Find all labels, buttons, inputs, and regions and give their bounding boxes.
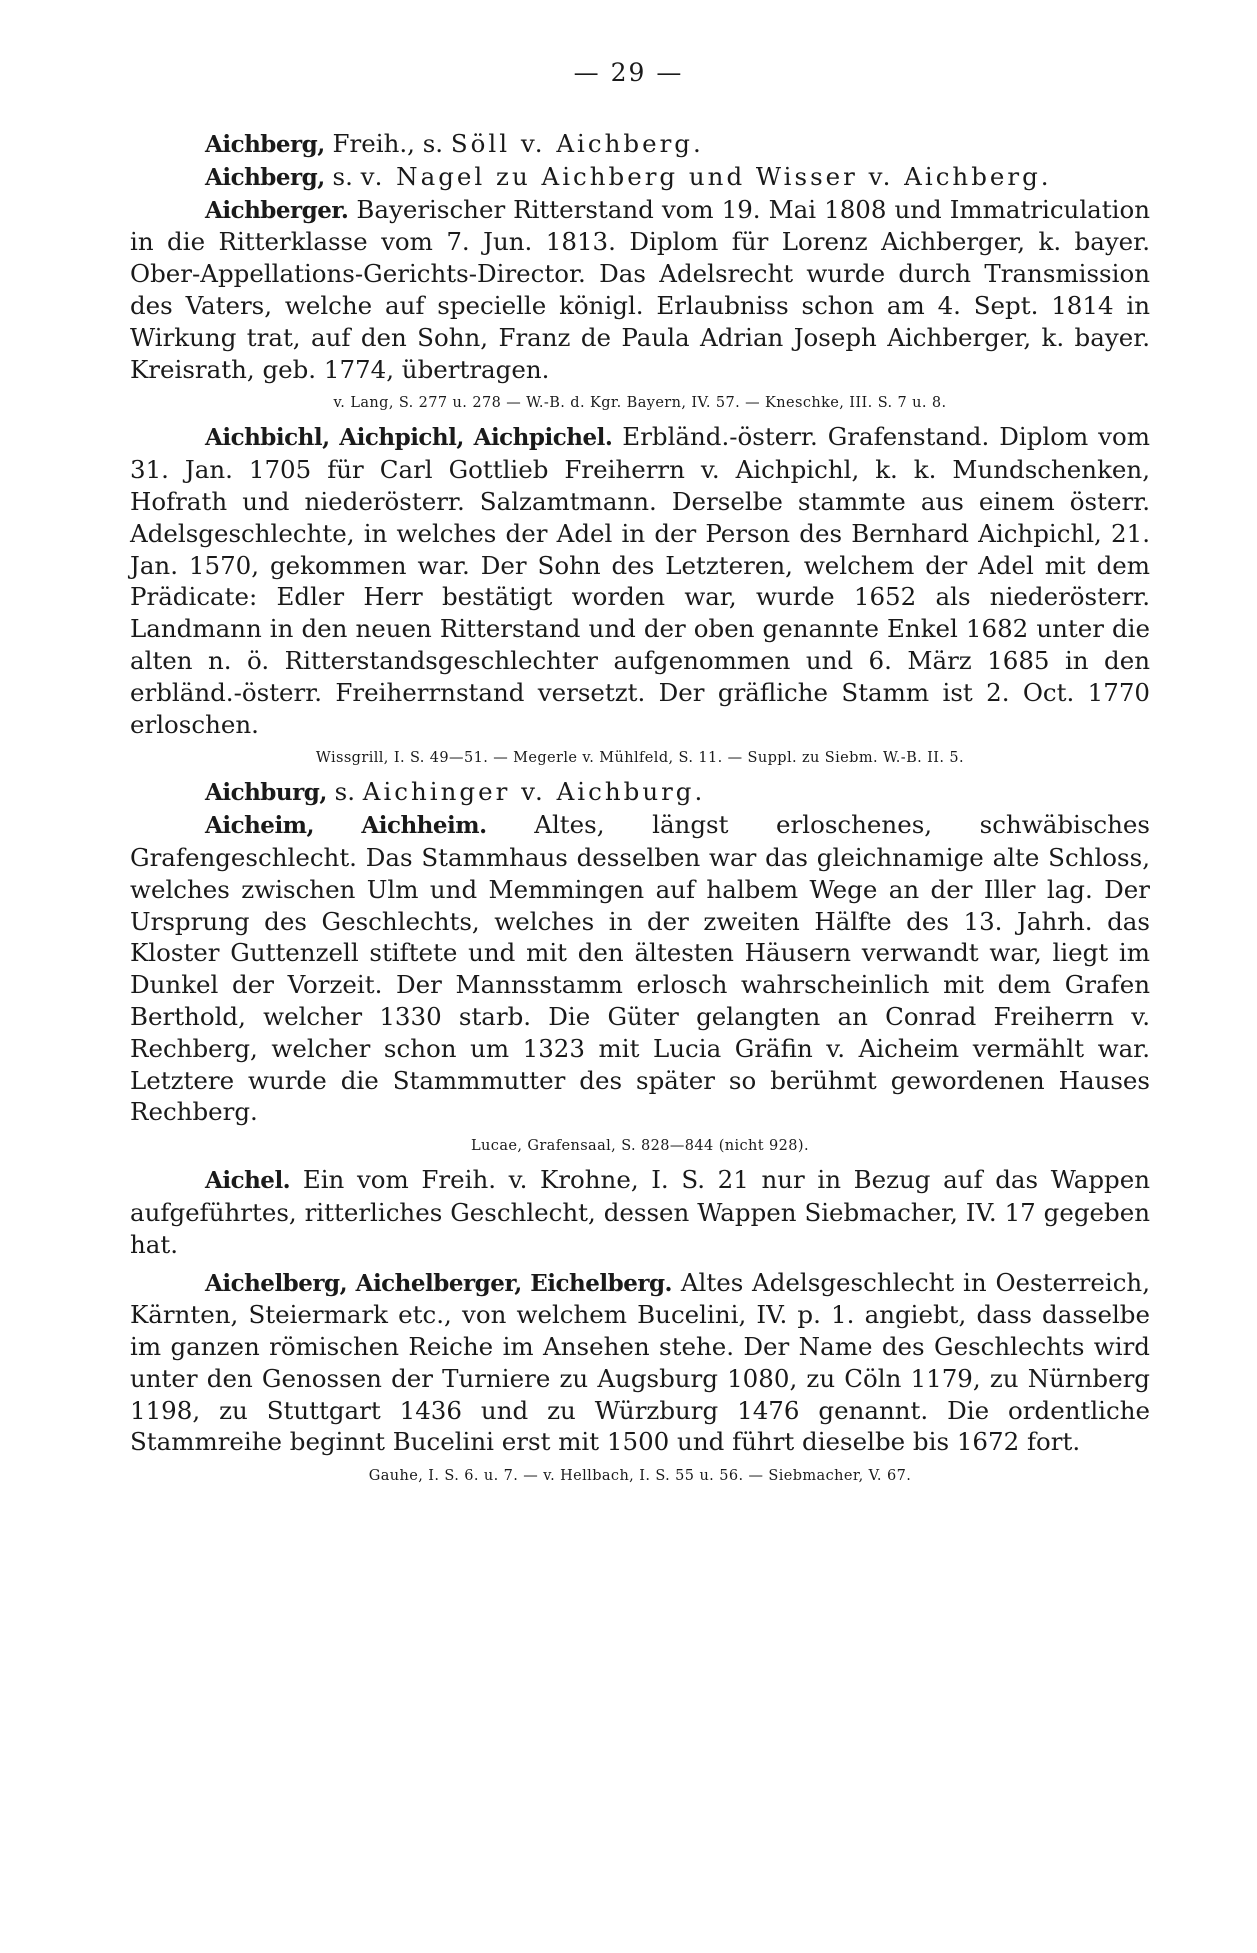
entry-text: Freih., s. <box>324 129 451 158</box>
entry-aichberger <box>130 194 1150 386</box>
entry-reference: Söll v. Aichberg. <box>450 129 704 158</box>
entry-aichel <box>130 1164 1150 1260</box>
entry-source: Gauhe, I. S. 6. u. 7. — v. Hellbach, I. S. 55 u. 56. — Siebmacher, V. 67. <box>368 1468 912 1485</box>
entry-text: Altes, längst erloschenes, schwäbisches Grafengeschlecht. Das Stammhaus desselben war das gleichnamige alte Schloss, welches zwischen Ulm und Memmingen auf halbem Wege an der Iller lag. Der Ursprung des Geschlechts, welches in der zweiten Hälfte des 13. Jahrh. das Kloster Guttenzell stiftete und mit den ältesten Häusern verwandt war, liegt im Dunkel der Vorzeit. Der Mannsstamm erlosch wahrscheinlich mit dem Grafen Berthold, welcher 1330 starb. Die Güter gelangten an Conrad Freiherrn v. Rechberg, welcher schon um 1323 mit Lucia Gräfin v. Aicheim vermählt war. Letztere wurde die Stammmutter des später so berühmt gewordenen Hauses Rechberg. <box>130 810 1150 1127</box>
entry-headword: Aichbichl, Aichpichl, Aichpichel. <box>205 424 613 452</box>
entry-aichelberg <box>130 1267 1150 1459</box>
entry-headword: Aichberger. <box>205 196 349 224</box>
entry-text: Altes Adelsgeschlecht in Oesterreich, Kärnten, Steiermark etc., von welchem Bucelini, IV. p. 1. angiebt, dass dasselbe im ganzen römischen Reiche im Ansehen stehe. Der Name des Geschlechts wird unter den Genossen der Turniere zu Augsburg 1080, zu Cöln 1179, zu Nürnberg 1198, zu Stuttgart 1436 und zu Würzburg 1476 genannt. Die ordentliche Stammreihe beginnt Bucelini erst mit 1500 und führt dieselbe bis 1672 fort. <box>130 1267 1150 1457</box>
entry-text: Ein vom Freih. v. Krohne, I. S. 21 nur in Bezug auf das Wappen aufgeführtes, ritterliches Geschlecht, dessen Wappen Siebmacher, IV. 17 gegeben hat. <box>130 1165 1150 1259</box>
entry-reference: Aichinger v. Aichburg. <box>362 777 706 807</box>
entry-headword: Aichelberg, Aichelberger, Eichelberg. <box>205 1269 673 1297</box>
entry-source: Lucae, Grafensaal, S. 828—844 (nicht 928). <box>471 1138 809 1155</box>
entry-headword: Aichberg, <box>205 163 325 191</box>
entry-headword: Aichburg, <box>205 779 327 807</box>
entry-headword: Aicheim, Aichheim. <box>205 812 487 840</box>
entry-aichberg-2 <box>130 161 1150 194</box>
entry-headword: Aichel. <box>205 1167 291 1195</box>
entry-source: v. Lang, S. 277 u. 278 — W.-B. d. Kgr. Bayern, IV. 57. — Kneschke, III. S. 7 u. 8. <box>333 395 947 412</box>
entry-aichberg-1 <box>130 128 1150 161</box>
entry-aichburg <box>130 776 1150 809</box>
entry-aichbichl <box>130 421 1150 740</box>
entry-aicheim <box>130 809 1150 1128</box>
page-body <box>130 128 1150 1494</box>
entry-source: Wissgrill, I. S. 49—51. — Megerle v. Mühlfeld, S. 11. — Suppl. zu Siebm. W.-B. II. 5. <box>315 750 965 767</box>
page-number: — 29 — <box>573 58 684 87</box>
entry-headword: Aichberg, <box>205 131 325 158</box>
entry-text: s. <box>326 777 363 807</box>
entry-text: s. <box>324 161 361 191</box>
entry-text: Bayerischer Ritterstand vom 19. Mai 1808 und Immatriculation in die Ritterklasse vom 7. Jun. 1813. Diplom für Lorenz Aichberger, k. bayer. Ober-Appellations-Gerichts-Director. Das Adelsrecht wurde durch Transmission des Vaters, welche auf specielle königl. Erlaubniss schon am 4. Sept. 1814 in Wirkung trat, auf den Sohn, Franz de Paula Adrian Joseph Aichberger, k. bayer. Kreisrath, geb. 1774, übertragen. <box>130 194 1150 384</box>
entry-reference: v. Nagel zu Aichberg und Wisser v. Aichberg. <box>360 161 1052 191</box>
entry-text: Erbländ.-österr. Grafenstand. Diplom vom 31. Jan. 1705 für Carl Gottlieb Freiherrn v. Aichpichl, k. k. Mundschenken, Hofrath und niederösterr. Salzamtmann. Derselbe stammte aus einem österr. Adelsgeschlechte, in welches der Adel in der Person des Bernhard Aichpichl, 21. Jan. 1570, gekommen war. Der Sohn des Letzteren, welchem der Adel mit dem Prädicate: Edler Herr bestätigt worden war, wurde 1652 als niederösterr. Landmann in den neuen Ritterstand und der oben genannte Enkel 1682 unter die alten n. ö. Ritterstandsgeschlechter aufgenommen und 6. März 1685 in den erbländ.-österr. Freiherrnstand versetzt. Der gräfliche Stamm ist 2. Oct. 1770 erloschen. <box>130 422 1150 739</box>
